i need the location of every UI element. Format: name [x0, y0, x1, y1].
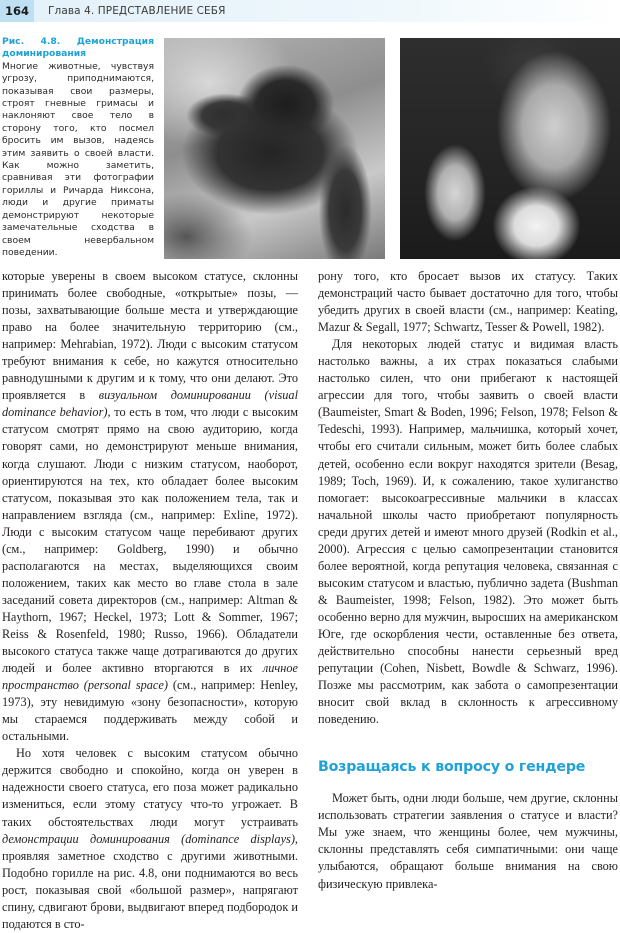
running-title: Глава 4. ПРЕДСТАВЛЕНИЕ СЕБЯ: [48, 5, 226, 17]
body-column-right: [318, 268, 618, 893]
paragraph: Может быть, одни люди больше, чем другие, склонны использовать стратегии заявления о статусе и власти? Мы уже знаем, что женщины более, чем мужчины, склонны представлять себя симпатичными: они чаще улыбаются, обращают больше внимания на свою физическую привлека-: [318, 791, 618, 891]
nixon-photo: [400, 38, 620, 259]
paragraph: [2, 745, 298, 933]
figure-caption-title: Рис. 4.8. Демонстрация доминирования: [2, 36, 154, 60]
page-header: [0, 0, 620, 22]
text-run: Но хотя человек с высоким статусом обычно держится свободно и спокойно, когда он уверен в надежности своего статуса, его поза может радикально измениться, если этому статусу что-то угрожает. В таких обстоятельствах люди могут устраивать: [2, 746, 298, 829]
paragraph: рону того, кто бросает вызов их статусу. Таких демонстраций часто бывает достаточно для того, чтобы убедить других в своей власти (см., например: Keating, Mazur & Segall, 1977; Schwartz, Tesser & Powell, 1982).: [318, 269, 618, 335]
figure-caption: [2, 36, 154, 259]
section-heading: Возращаясь к вопросу о гендере: [318, 759, 586, 776]
body-column-left: [2, 268, 298, 933]
text-run: (см., например: Henley, 1973), эту невидимую «зону безопасности», которую мы стараемся поддерживать между собой и остальными.: [2, 678, 298, 744]
term-personal-space: личное пространство (personal space): [2, 661, 298, 693]
term-dominance-displays: демонстрации доминирования (dominance displays): [2, 831, 295, 846]
text-run: , проявляя заметное сходство с другими животными. Подобно горилле на рис. 4.8, они поднимаются во весь рост, показывая свой «большой размер», напрягают спину, сдвигают брови, выдвигают вперед подбородок и подаются в сто-: [2, 831, 298, 931]
text-run: , то есть в том, что люди с высоким статусом смотрят прямо на свою аудиторию, когда говорят сами, но демонстрируют меньше внимания, когда слушают. Люди с низким статусом, наоборот, ориентируются на тех, кто обладает более высоким статусом, показывая это как положением тела, так и направлением взгляда (см., например: Exline, 1972). Люди с высоким статусом чаще перебивают других (см., например: Goldberg, 1990) и обычно располагаются на местах, выделяющихся своим положением, таких как место во главе стола в зале заседаний совета директоров (см., например: Altman & Haythorn, 1967; Heckel, 1973; Lott & Sommer, 1967; Reiss & Rosenfeld, 1980; Russo, 1966). Обладатели высокого статуса также чаще дотрагиваются до других людей и более активно вторгаются в их: [2, 405, 298, 676]
page-number: 164: [0, 0, 34, 22]
text-run: которые уверены в своем высоком статусе, склонны принимать более свободные, «открытые» позы, — позы, захватывающие больше места и утверждающие право на более значительную территорию (см., например: Mehrabian, 1972). Люди с высоким статусом требуют внимания к себе, но кажутся относительно равнодушными к другим и к тому, что они делают. Это проявляется в: [2, 269, 298, 403]
figure-caption-text: Многие животные, чувствуя угрозу, приподнимаются, показывая свои размеры, строят гневные гримасы и наклоняют свое тело в сторону того, кто посмел бросить им вызов, надеясь этим заявить о своей власти. Как можно заметить, сравнивая эти фотографии гориллы и Ричарда Никсона, люди и другие приматы демонстрируют некоторые замечательные сходства в своем невербальном поведении.: [2, 60, 154, 258]
gorilla-photo: [164, 38, 385, 259]
paragraph: Для некоторых людей статус и видимая власть настолько важны, а их страх показаться слабыми настолько силен, что они прибегают к настоящей агрессии для того, чтобы заявить о своей власти (Baumeister, Smart & Boden, 1996; Felson, 1978; Felson & Tedeschi, 1993). Например, мальчишка, который хочет, чтобы его считали сильным, может бить более слабых детей, особенно если вокруг находятся зрители (Besag, 1989; Toch, 1969). И, к сожалению, такое хулиганство помогает: высокоагрессивные мальчики в классах начальной школы часто приобретают популярность среди других детей и имеют много друзей (Rodkin et al., 2000). Агрессия с целью самопрезентации становится более вероятной, когда репутация человека, связанная с высоким статусом и властью, публично задета (Bushman & Baumeister, 1998; Felson, 1982). Это может быть особенно верно для мужчин, выросших на американском Юге, где оскорбления чести, оставленные без ответа, действительно способны нанести серьезный вред репутации (Cohen, Nisbett, Bowdle & Schwarz, 1996). Позже мы рассмотрим, как забота о самопрезентации вносит свой вклад в склонность к агрессивному поведению.: [318, 337, 618, 727]
term-visual-dominance: визуальном доминировании (visual dominance behavior): [2, 388, 298, 420]
paragraph: [2, 268, 298, 745]
